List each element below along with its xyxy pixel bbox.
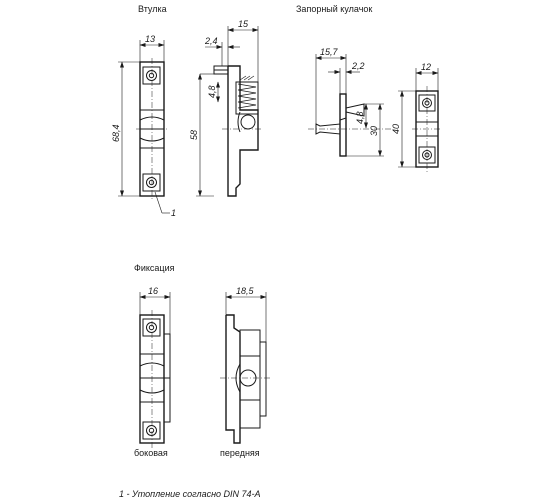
cam-front-view (412, 86, 442, 172)
dim-cam-offset: 2,2 (352, 61, 365, 71)
dim-cam-depth: 15,7 (320, 47, 338, 57)
fix-side-dimensions (140, 286, 170, 334)
dim-cam-front-height: 40 (391, 123, 401, 134)
dim-cam-front-width: 12 (421, 62, 432, 72)
dim-cam-small: 4,8 (355, 111, 365, 124)
dim-side-height: 58 (189, 129, 199, 140)
dim-fix-front-width: 18,5 (236, 286, 254, 296)
cam-front-dimensions (391, 62, 438, 167)
fix-side-view (140, 310, 170, 448)
footnote: 1 - Утопление согласно DIN 74-A (119, 489, 261, 499)
dim-fix-side-width: 16 (148, 286, 159, 296)
dim-vtulka-height: 68,4 (111, 124, 121, 142)
label-vtulka: Втулка (138, 4, 167, 14)
label-fiksatsiya: Фиксация (134, 263, 175, 273)
label-bokovaya: боковая (134, 448, 168, 458)
dim-vtulka-width: 13 (145, 34, 156, 44)
dim-side-small: 4,8 (207, 85, 217, 98)
label-perednyaya: передняя (220, 448, 260, 458)
cam-side-view (308, 94, 392, 156)
callout-1: 1 (171, 208, 177, 218)
fix-front-view (220, 315, 272, 443)
vtulka-front-view (136, 58, 168, 200)
vtulka-side-view (214, 66, 262, 196)
dim-side-width: 15 (238, 19, 249, 29)
dim-side-offset: 2,4 (205, 36, 218, 46)
dim-cam-height: 30 (369, 125, 379, 136)
vtulka-side-dimensions (189, 19, 258, 196)
cam-side-dimensions (316, 47, 384, 156)
label-zapornyi-kulachok: Запорный кулачок (296, 4, 373, 14)
